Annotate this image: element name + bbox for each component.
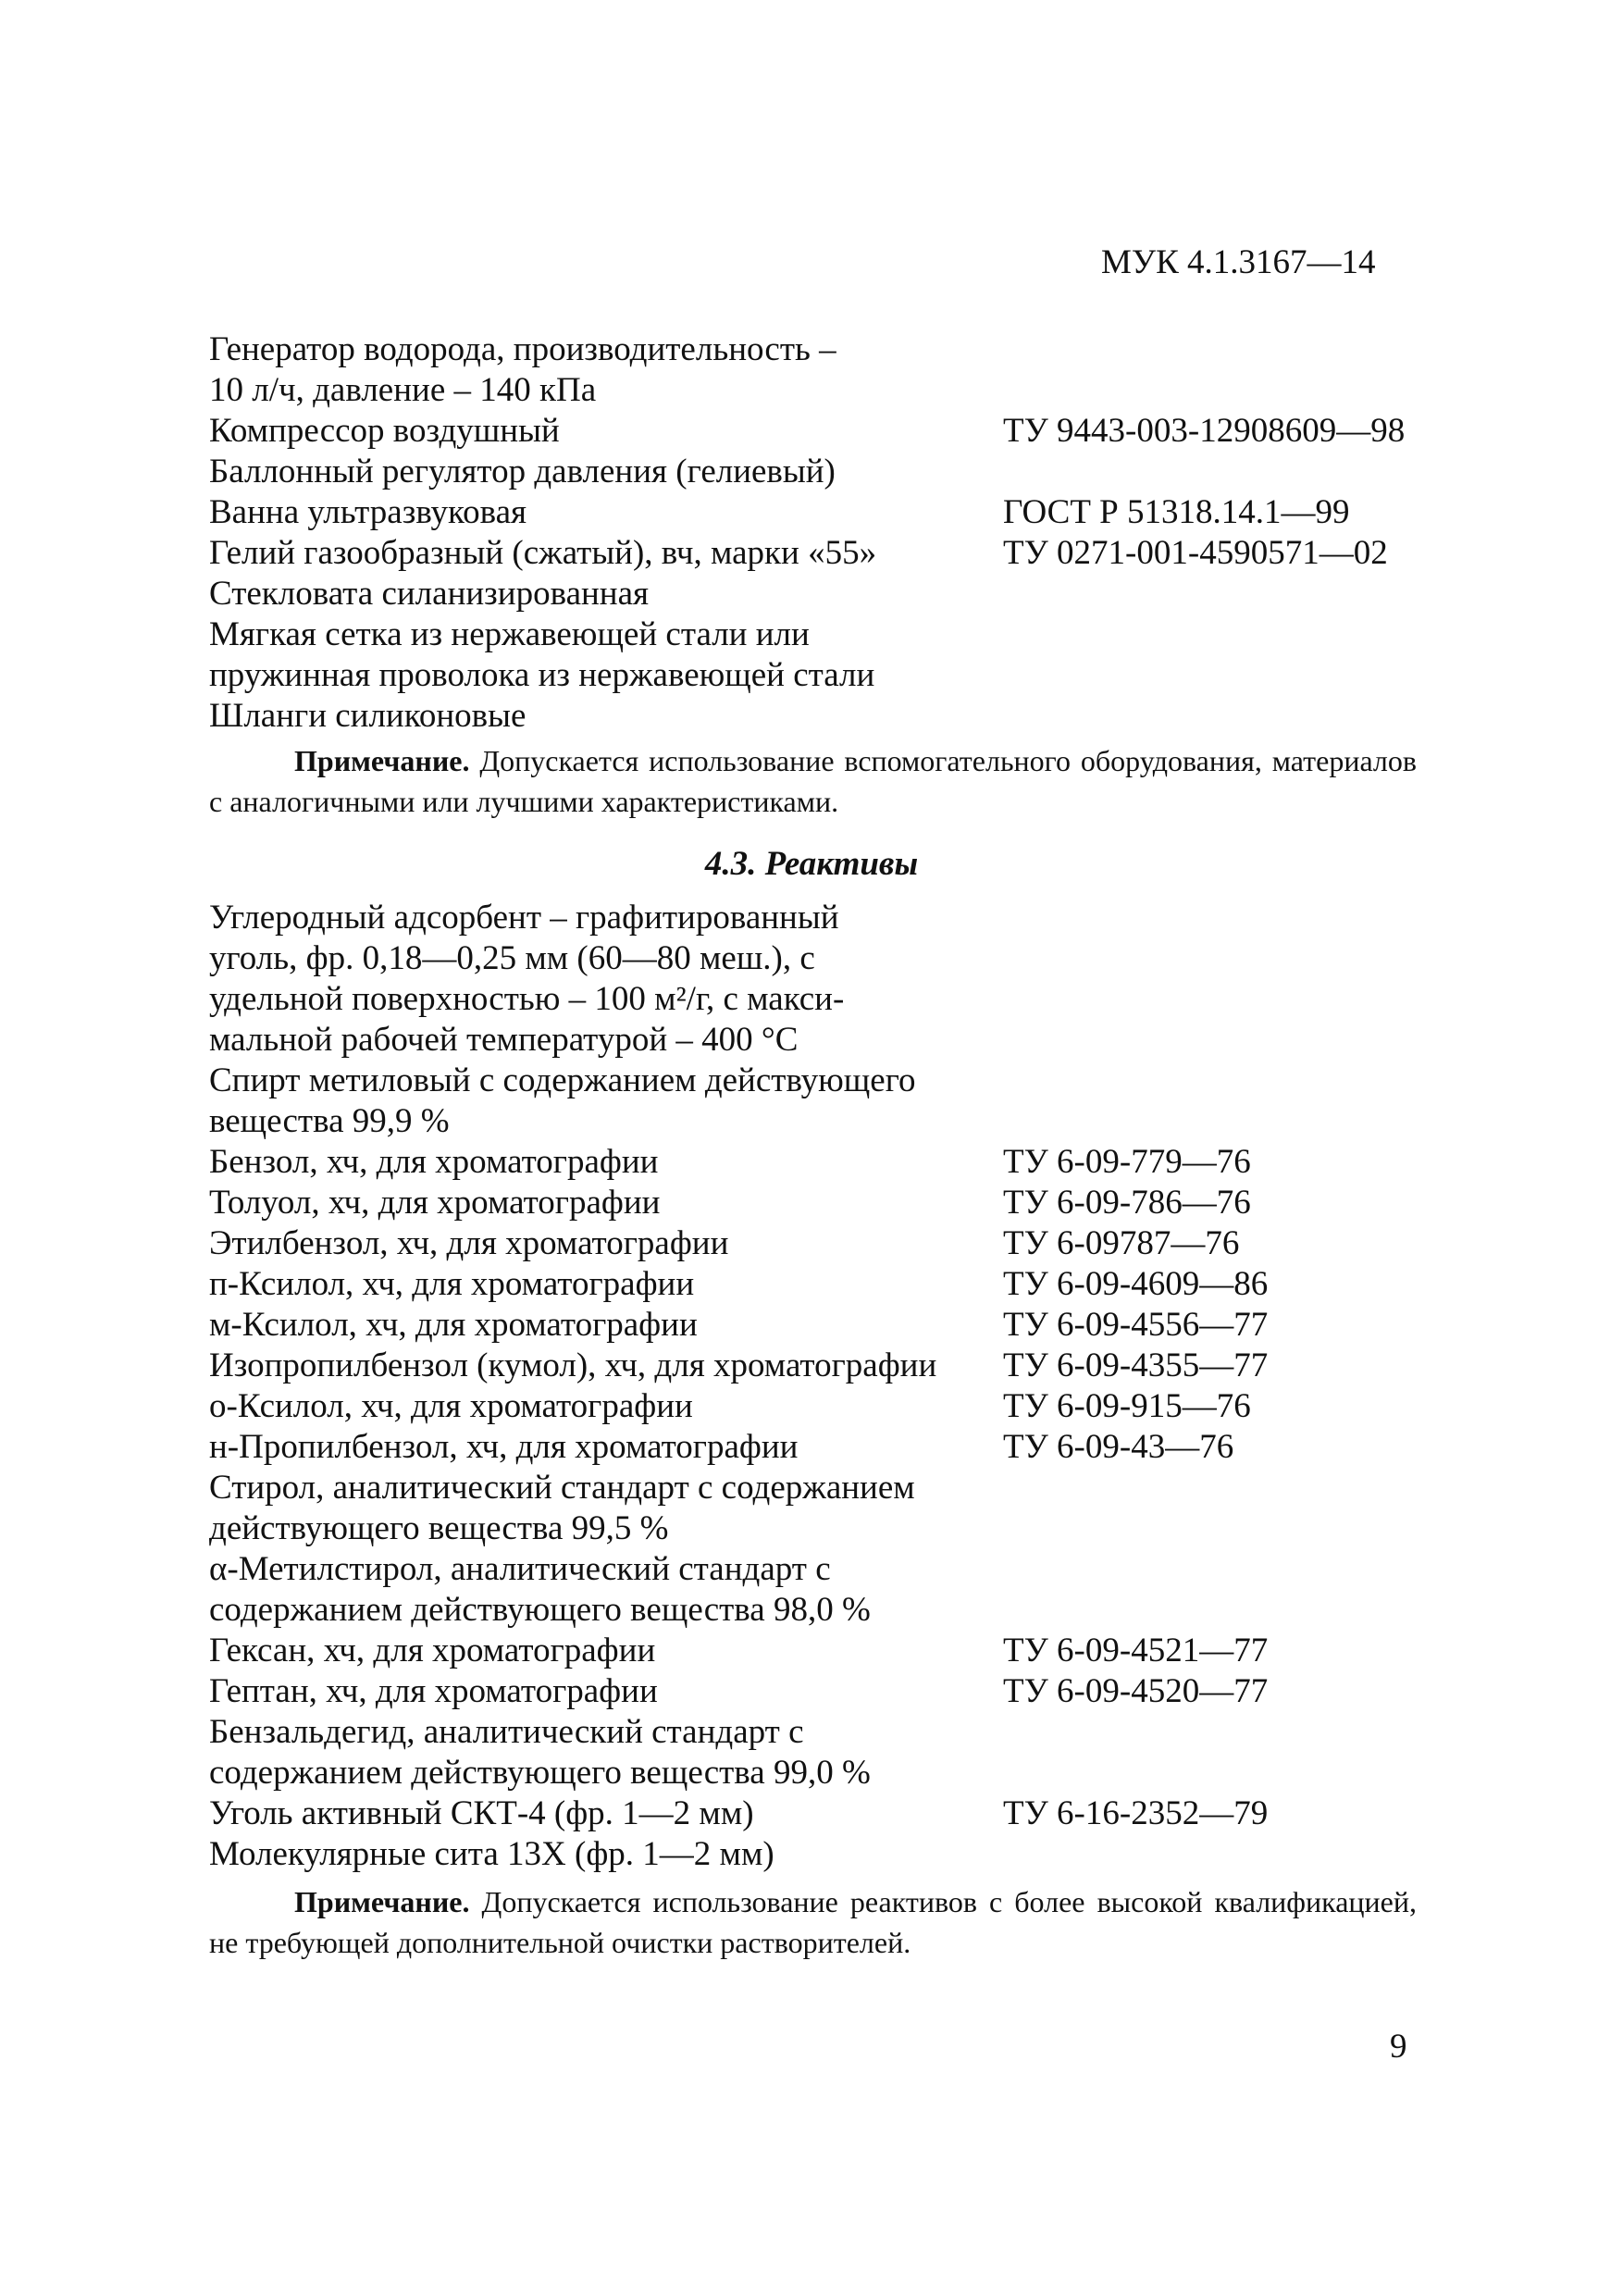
reagent-item bbox=[209, 1061, 1440, 1101]
reagent-item-standard: ТУ 6-09-4355—77 bbox=[1003, 1347, 1269, 1384]
note-label: Примечание. bbox=[294, 1885, 470, 1918]
reagent-item-name: Уголь активный СКТ-4 (фр. 1—2 мм) bbox=[209, 1794, 754, 1832]
reagent-item bbox=[209, 1712, 1440, 1753]
reagent-item-name: Изопропилбензол (кумол), хч, для хроматографии bbox=[209, 1347, 937, 1384]
equipment-item-name: пружинная проволока из нержавеющей стали bbox=[209, 656, 875, 694]
reagent-item-name: Этилбензол, хч, для хроматографии bbox=[209, 1224, 729, 1262]
reagents-list bbox=[209, 898, 1440, 1875]
reagent-item bbox=[209, 1020, 1440, 1061]
note-text: Допускается использование вспомогательного оборудования, материалов с аналогичными или лучшими характеристиками. bbox=[209, 744, 1417, 818]
equipment-item-name: Гелий газообразный (сжатый), вч, марки «55» bbox=[209, 534, 877, 572]
reagent-item bbox=[209, 1549, 1440, 1590]
reagent-item-name: п-Ксилол, хч, для хроматографии bbox=[209, 1265, 695, 1303]
reagent-item-name: Молекулярные сита 13Х (фр. 1—2 мм) bbox=[209, 1835, 774, 1873]
reagent-item bbox=[209, 1590, 1440, 1631]
equipment-item bbox=[209, 614, 1440, 655]
equipment-item-name: Стекловата силанизированная bbox=[209, 575, 650, 613]
reagent-item bbox=[209, 1223, 1440, 1264]
reagent-item-name: о-Ксилол, хч, для хроматографии bbox=[209, 1387, 693, 1425]
reagent-item bbox=[209, 1631, 1440, 1671]
reagent-item-standard: ТУ 6-09787—76 bbox=[1003, 1224, 1240, 1262]
reagent-item-standard: ТУ 6-09-4556—77 bbox=[1003, 1306, 1269, 1344]
equipment-item-name: Компрессор воздушный bbox=[209, 412, 560, 450]
reagent-item-name: действующего вещества 99,5 % bbox=[209, 1509, 669, 1547]
reagent-item-name: Бензол, хч, для хроматографии bbox=[209, 1143, 659, 1181]
reagent-item bbox=[209, 1671, 1440, 1712]
document-code: МУК 4.1.3167—14 bbox=[1101, 243, 1376, 281]
equipment-item bbox=[209, 329, 1440, 370]
reagent-item-name: содержанием действующего вещества 98,0 % bbox=[209, 1591, 871, 1629]
reagent-item-name: Гептан, хч, для хроматографии bbox=[209, 1672, 658, 1710]
reagent-item bbox=[209, 1346, 1440, 1386]
equipment-item bbox=[209, 452, 1440, 492]
reagent-item-name: уголь, фр. 0,18—0,25 мм (60—80 меш.), с bbox=[209, 939, 815, 977]
reagent-item-standard: ТУ 6-09-4520—77 bbox=[1003, 1672, 1269, 1710]
reagent-item bbox=[209, 1101, 1440, 1142]
reagent-item-standard: ТУ 6-09-915—76 bbox=[1003, 1387, 1251, 1425]
equipment-note bbox=[209, 740, 1417, 822]
section-title: 4.3. Реактивы bbox=[704, 845, 919, 883]
reagent-item bbox=[209, 1264, 1440, 1305]
equipment-item-name: Шланги силиконовые bbox=[209, 697, 527, 735]
equipment-item bbox=[209, 370, 1440, 411]
reagent-item bbox=[209, 938, 1440, 979]
equipment-item-standard: ТУ 9443-003-12908609—98 bbox=[1003, 412, 1406, 450]
reagent-item-name: вещества 99,9 % bbox=[209, 1102, 450, 1140]
equipment-item-name: Баллонный регулятор давления (гелиевый) bbox=[209, 453, 836, 490]
equipment-item bbox=[209, 696, 1440, 737]
equipment-item bbox=[209, 574, 1440, 614]
equipment-item-name: Мягкая сетка из нержавеющей стали или bbox=[209, 615, 810, 653]
equipment-item-name: 10 л/ч, давление – 140 кПа bbox=[209, 371, 597, 409]
reagent-item-name: содержанием действующего вещества 99,0 % bbox=[209, 1754, 871, 1792]
reagent-item bbox=[209, 1386, 1440, 1427]
reagent-item-name: м-Ксилол, хч, для хроматографии bbox=[209, 1306, 698, 1344]
page-number: 9 bbox=[1390, 2028, 1407, 2066]
reagent-item-standard: ТУ 6-16-2352—79 bbox=[1003, 1794, 1269, 1832]
reagent-item-name: Гексан, хч, для хроматографии bbox=[209, 1632, 656, 1669]
equipment-item-standard: ГОСТ Р 51318.14.1—99 bbox=[1003, 493, 1350, 531]
equipment-item bbox=[209, 533, 1440, 574]
equipment-item bbox=[209, 655, 1440, 696]
reagent-item-name: α-Метилстирол, аналитический стандарт с bbox=[209, 1550, 831, 1588]
reagent-item-standard: ТУ 6-09-786—76 bbox=[1003, 1184, 1251, 1222]
reagent-item bbox=[209, 1183, 1440, 1223]
reagent-item bbox=[209, 1753, 1440, 1793]
equipment-list bbox=[209, 329, 1440, 737]
reagent-item bbox=[209, 1427, 1440, 1468]
reagent-item-name: удельной поверхностью – 100 м²/г, с макси- bbox=[209, 980, 845, 1018]
reagent-item bbox=[209, 1508, 1440, 1549]
reagent-item-standard: ТУ 6-09-4521—77 bbox=[1003, 1632, 1269, 1669]
reagent-item-standard: ТУ 6-09-4609—86 bbox=[1003, 1265, 1269, 1303]
note-text: Допускается использование реактивов с более высокой квалификацией, не требующей дополнительной очистки растворителей. bbox=[209, 1885, 1417, 1959]
reagent-item bbox=[209, 1142, 1440, 1183]
reagent-item-name: мальной рабочей температурой – 400 °С bbox=[209, 1021, 799, 1059]
reagent-item-name: Толуол, хч, для хроматографии bbox=[209, 1184, 661, 1222]
reagent-item-standard: ТУ 6-09-779—76 bbox=[1003, 1143, 1251, 1181]
reagent-item-name: Углеродный адсорбент – графитированный bbox=[209, 899, 839, 937]
equipment-item-name: Генератор водорода, производительность – bbox=[209, 330, 836, 368]
equipment-item bbox=[209, 411, 1440, 452]
reagent-item bbox=[209, 898, 1440, 938]
reagent-item bbox=[209, 1305, 1440, 1346]
reagent-item bbox=[209, 1793, 1440, 1834]
reagent-item bbox=[209, 1468, 1440, 1508]
equipment-item bbox=[209, 492, 1440, 533]
reagent-item-name: Спирт метиловый с содержанием действующего bbox=[209, 1061, 916, 1099]
reagents-note bbox=[209, 1881, 1417, 1963]
reagent-item-name: Бензальдегид, аналитический стандарт с bbox=[209, 1713, 804, 1751]
reagent-item-name: н-Пропилбензол, хч, для хроматографии bbox=[209, 1428, 799, 1466]
equipment-item-standard: ТУ 0271-001-4590571—02 bbox=[1003, 534, 1388, 572]
reagent-item-standard: ТУ 6-09-43—76 bbox=[1003, 1428, 1234, 1466]
note-label: Примечание. bbox=[294, 744, 470, 777]
reagent-item bbox=[209, 979, 1440, 1020]
equipment-item-name: Ванна ультразвуковая bbox=[209, 493, 527, 531]
reagent-item bbox=[209, 1834, 1440, 1875]
reagent-item-name: Стирол, аналитический стандарт с содержанием bbox=[209, 1469, 915, 1507]
